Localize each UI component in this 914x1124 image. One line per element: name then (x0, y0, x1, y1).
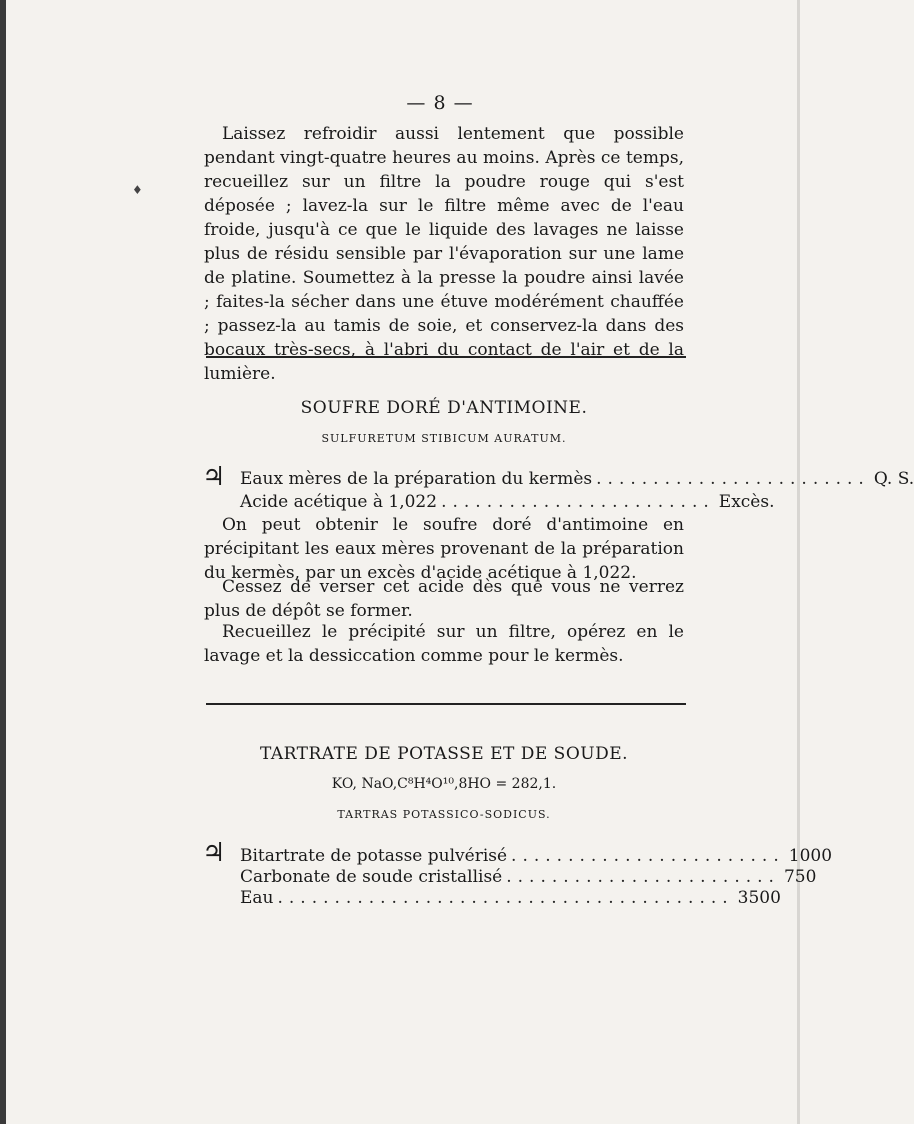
recipe-icon: ♃ (202, 462, 226, 492)
ingredient-quantity: Excès. (718, 492, 775, 512)
paragraph-text: Recueillez le précipité sur un filtre, opérez en le lavage et la dessiccation comme pour le kermès. (204, 622, 684, 666)
ingredient-name: Carbonate de soude cristallisé (240, 867, 503, 887)
scan-edge-right (797, 0, 800, 1124)
ingredient-name: Eau (240, 888, 274, 908)
leader-dots: ........................ (511, 846, 785, 866)
section-divider (206, 356, 686, 358)
section1-paragraph (204, 575, 684, 623)
ingredient-row (240, 468, 914, 490)
page-number: — 8 — (406, 92, 474, 114)
section2-latin-name: TARTRAS POTASSICO-SODICUS. (337, 808, 551, 821)
ingredient-row (240, 866, 817, 888)
section2-title: TARTRATE DE POTASSE ET DE SOUDE. (259, 744, 629, 764)
ingredient-row (240, 887, 781, 909)
ingredient-row (240, 845, 833, 867)
leader-dots: ........................ (441, 492, 715, 512)
ingredient-quantity: 3500 (737, 888, 781, 908)
leader-dots: ........................ (506, 867, 780, 887)
section-divider (206, 703, 686, 705)
margin-mark: ♦ (132, 183, 143, 197)
ingredient-name: Bitartrate de potasse pulvérisé (240, 846, 508, 866)
ingredient-row (240, 491, 775, 513)
ingredient-quantity: 750 (783, 867, 817, 887)
section2-formula: KO, NaO,C⁸H⁴O¹⁰,8HO = 282,1. (331, 776, 557, 792)
intro-text: Laissez refroidir aussi lentement que possible pendant vingt-quatre heures au moins. Après ce temps, recueillez sur un filtre la poudre rouge qui s'est déposée ; lavez-la sur le filtre même avec de l'eau froide, jusqu'à ce que le liquide des lavages ne laisse plus de résidu sensible par l'évaporation sur une lame de platine. Soumettez à la presse la poudre ainsi lavée ; faites-la sécher dans une étuve modérément chauffée ; passez-la au tamis de soie, et conservez-la dans des bocaux très-secs, à l'abri du contact de l'air et de la lumière. (204, 124, 684, 384)
leader-dots: ........................ (596, 469, 870, 489)
section1-paragraph (204, 620, 684, 668)
paragraph-text: Cessez de verser cet acide dès que vous ne verrez plus de dépôt se former. (204, 577, 684, 621)
scan-edge-shadow (0, 0, 6, 1124)
section1-title: SOUFRE DORÉ D'ANTIMOINE. (300, 398, 588, 418)
ingredient-quantity: Q. S. (873, 469, 914, 489)
ingredient-quantity: 1000 (788, 846, 833, 866)
ingredient-name: Eaux mères de la préparation du kermès (240, 469, 593, 489)
section1-latin-name: SULFURETUM STIBICUM AURATUM. (321, 432, 567, 445)
ingredient-name: Acide acétique à 1,022 (240, 492, 438, 512)
leader-dots: ........................................ (277, 888, 734, 908)
recipe-icon: ♃ (202, 838, 226, 868)
intro-paragraph (204, 122, 684, 386)
paragraph-text: On peut obtenir le soufre doré d'antimoine en précipitant les eaux mères provenant de la préparation du kermès, par un excès d'acide acétique à 1,022. (204, 515, 684, 583)
